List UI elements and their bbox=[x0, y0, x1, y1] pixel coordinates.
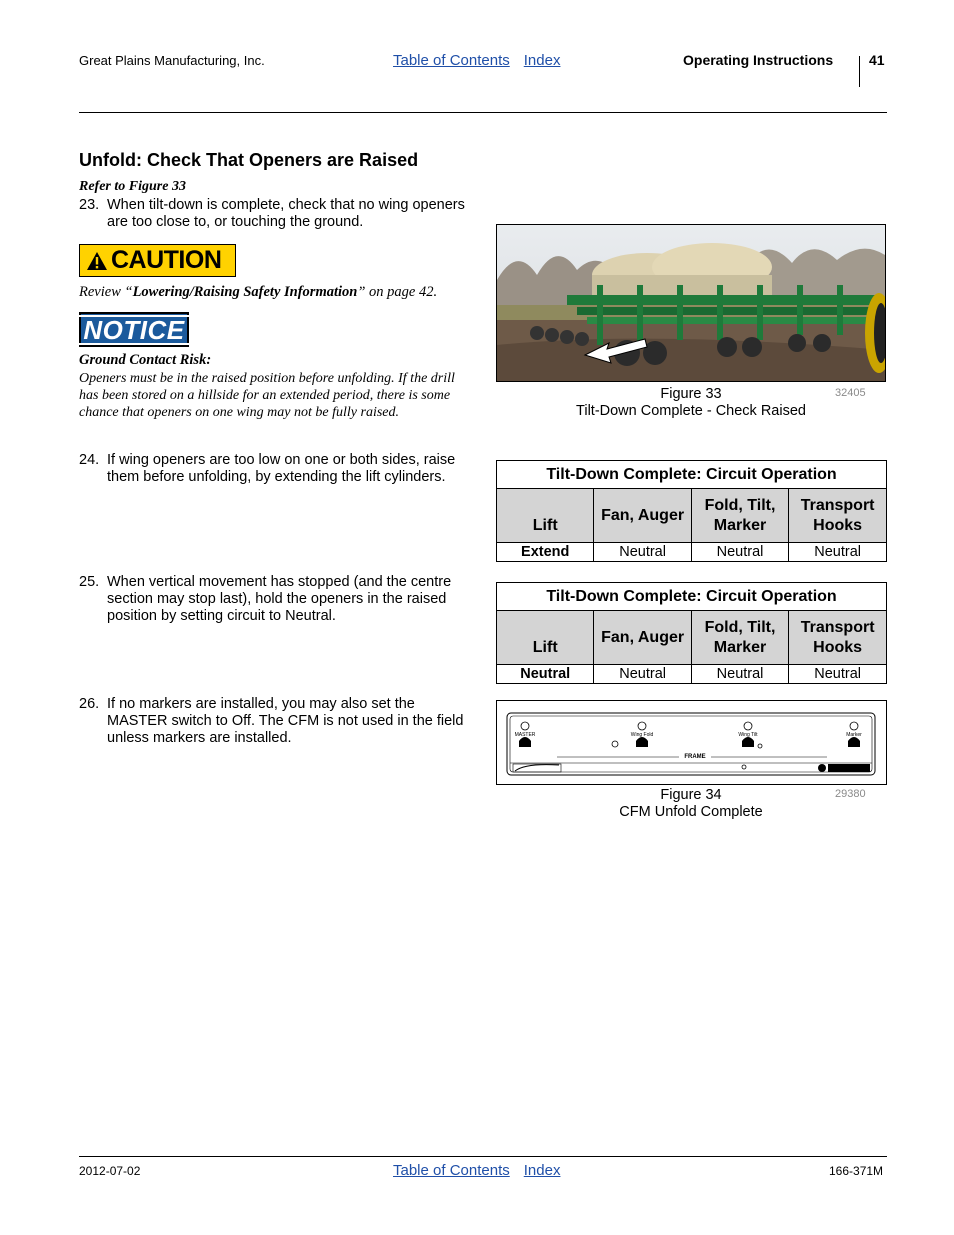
cell-fold-tilt-marker: Neutral bbox=[691, 543, 788, 562]
column-header-lift: Lift bbox=[497, 611, 594, 665]
review-prefix: Review “ bbox=[79, 284, 133, 300]
header-company: Great Plains Manufacturing, Inc. bbox=[79, 53, 265, 68]
footer-date: 2012-07-02 bbox=[79, 1164, 141, 1178]
switch-label-marker: Marker bbox=[846, 732, 862, 738]
cell-lift: Extend bbox=[497, 543, 594, 562]
figure-34-title: CFM Unfold Complete bbox=[619, 804, 763, 820]
table-row bbox=[497, 543, 887, 562]
figure-33-label: Figure 33 bbox=[660, 386, 722, 402]
column-header-transport-hooks: Transport Hooks bbox=[789, 611, 887, 665]
footer-index-link[interactable]: Index bbox=[523, 1162, 561, 1179]
footer-toc-link[interactable]: Table of Contents bbox=[393, 1162, 510, 1179]
column-header-lift: Lift bbox=[497, 489, 594, 543]
header-rule bbox=[79, 112, 887, 113]
switch-label-wing-tilt: Wing Tilt bbox=[738, 732, 758, 738]
step-number: 25. bbox=[79, 574, 100, 590]
caution-badge bbox=[79, 244, 236, 277]
page-number: 41 bbox=[869, 52, 885, 68]
column-header-fan-auger: Fan, Auger bbox=[594, 489, 691, 543]
step-25 bbox=[79, 574, 471, 625]
step-24 bbox=[79, 452, 471, 486]
step-text: If wing openers are too low on one or both sides, raise them before unfolding, by extending the lift cylinders. bbox=[107, 452, 456, 485]
cfm-panel-drawing bbox=[497, 701, 886, 784]
footer-rule bbox=[79, 1156, 887, 1157]
step-text: When tilt-down is complete, check that no wing openers are too close to, or touching the ground. bbox=[107, 197, 465, 230]
switch-label-wing-fold: Wing Fold bbox=[630, 732, 654, 738]
figure-33-photo bbox=[496, 224, 886, 382]
step-26 bbox=[79, 696, 471, 747]
footer-nav bbox=[393, 1162, 574, 1179]
table-row bbox=[497, 665, 887, 684]
column-header-fold-tilt-marker: Fold, Tilt, Marker bbox=[691, 611, 788, 665]
column-header-transport-hooks: Transport Hooks bbox=[789, 489, 887, 543]
circuit-table-extend bbox=[496, 460, 887, 562]
figure-34-caption bbox=[496, 787, 886, 821]
notice-title: Ground Contact Risk: bbox=[79, 352, 212, 368]
drill-photo-illustration bbox=[497, 225, 885, 381]
cell-lift: Neutral bbox=[497, 665, 594, 684]
cell-transport-hooks: Neutral bbox=[789, 543, 887, 562]
step-number: 23. bbox=[79, 197, 100, 213]
header-section-title: Operating Instructions bbox=[683, 52, 834, 68]
figure-reference: Refer to Figure 33 bbox=[79, 179, 186, 194]
figure-34-cfm-panel bbox=[496, 700, 887, 785]
review-suffix: ” on page 42. bbox=[357, 284, 438, 300]
step-number: 24. bbox=[79, 452, 100, 468]
cell-fold-tilt-marker: Neutral bbox=[691, 665, 788, 684]
figure-34-id: 29380 bbox=[835, 788, 866, 800]
cell-fan-auger: Neutral bbox=[594, 543, 691, 562]
step-text: When vertical movement has stopped (and the centre section may stop last), hold the openers in the raised position by setting circuit to Neutral. bbox=[107, 574, 452, 624]
caution-label: CAUTION bbox=[111, 246, 222, 274]
figure-33-id: 32405 bbox=[835, 387, 866, 399]
footer-doc-number: 166-371M bbox=[829, 1164, 884, 1178]
header-nav bbox=[393, 52, 574, 69]
section-title: Unfold: Check That Openers are Raised bbox=[79, 150, 419, 170]
switch-label-master: MASTER bbox=[514, 732, 536, 738]
circuit-table-neutral bbox=[496, 582, 887, 684]
cell-fan-auger: Neutral bbox=[594, 665, 691, 684]
notice-label: NOTICE bbox=[77, 315, 190, 345]
table-title: Tilt-Down Complete: Circuit Operation bbox=[497, 461, 887, 489]
table-title: Tilt-Down Complete: Circuit Operation bbox=[497, 583, 887, 611]
figure-33-title: Tilt-Down Complete - Check Raised bbox=[576, 403, 806, 419]
step-text: If no markers are installed, you may also set the MASTER switch to Off. The CFM is not used in the field unless markers are installed. bbox=[107, 696, 464, 746]
step-number: 26. bbox=[79, 696, 100, 712]
figure-34-label: Figure 34 bbox=[660, 787, 722, 803]
notice-badge bbox=[79, 312, 189, 347]
figure-33-caption bbox=[496, 386, 886, 420]
header-divider bbox=[859, 56, 860, 87]
caution-review-text bbox=[79, 284, 437, 301]
notice-body: Openers must be in the raised position before unfolding. If the drill has been stored on a hillside for an extended period, there is some chance that openers on one wing may not be fully raised. bbox=[79, 371, 455, 420]
warning-triangle-icon bbox=[86, 251, 108, 271]
frame-label: FRAME bbox=[684, 754, 706, 760]
review-link-text: Lowering/Raising Safety Information bbox=[132, 284, 358, 300]
column-header-fan-auger: Fan, Auger bbox=[594, 611, 691, 665]
cell-transport-hooks: Neutral bbox=[789, 665, 887, 684]
column-header-fold-tilt-marker: Fold, Tilt, Marker bbox=[691, 489, 788, 543]
step-23 bbox=[79, 197, 471, 231]
header-toc-link[interactable]: Table of Contents bbox=[393, 52, 510, 69]
header-index-link[interactable]: Index bbox=[523, 52, 561, 69]
